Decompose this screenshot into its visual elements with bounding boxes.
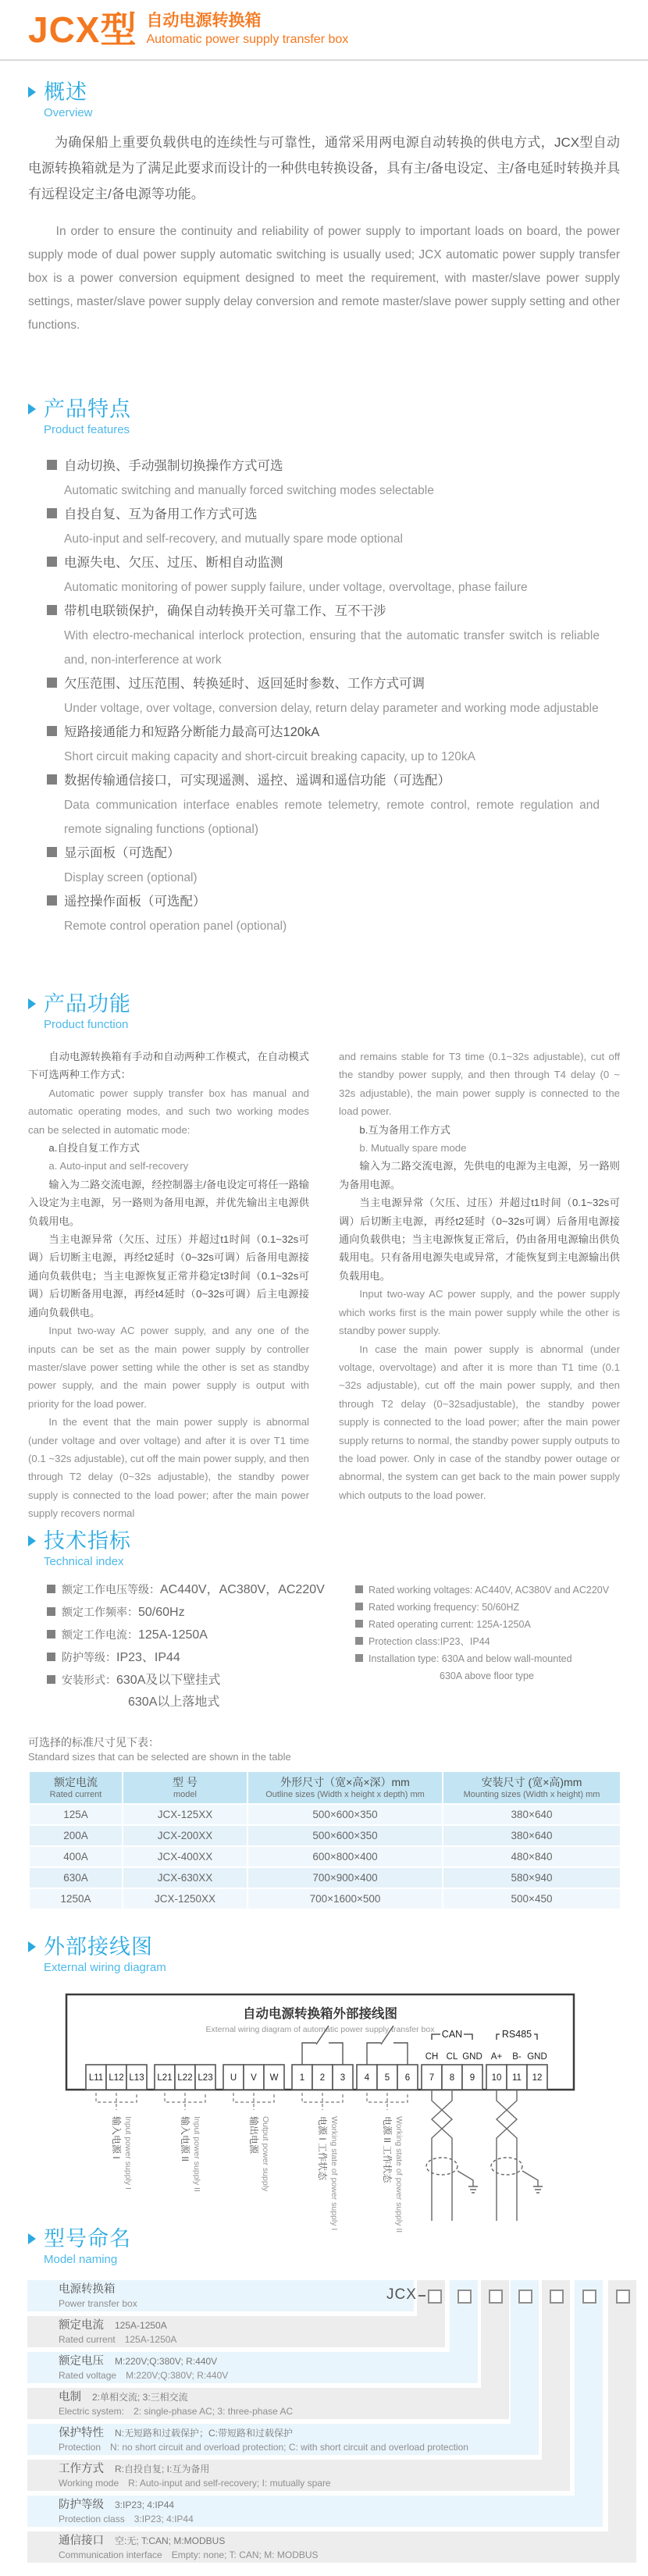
page-header <box>28 9 348 50</box>
feature-zh: 带机电联锁保护，确保自动转换开关可靠工作、互不干涉 <box>64 604 386 618</box>
pin-labels <box>425 2052 547 2062</box>
group-labels <box>111 2116 404 2233</box>
function-paragraph: a.自投自复工作方式 <box>48 1142 140 1155</box>
function-left-column <box>28 1048 309 1523</box>
feature-item <box>47 841 600 890</box>
ladder-en: Rated voltage <box>59 2370 117 2381</box>
technical-item <box>355 1599 621 1616</box>
feature-en: Under voltage, over voltage, conversion delay, return delay parameter and working mode adjustable <box>64 702 599 715</box>
bullet-square-icon <box>47 460 57 470</box>
table-row <box>29 1825 621 1846</box>
bullet-square-icon <box>47 774 57 785</box>
feature-zh: 自投自复、互为备用工作方式可选 <box>64 507 258 521</box>
bullet-square-icon <box>47 847 57 857</box>
function-paragraph: 自动电源转换箱有手动和自动两种工作模式，在自动模式下可选两种工作方式： <box>28 1051 309 1081</box>
code-box-5 <box>550 2290 564 2304</box>
product-title-block <box>146 11 348 50</box>
bullet-square-icon <box>47 508 57 518</box>
group-label-en: Working state of power supply II <box>394 2116 404 2233</box>
cell: JCX-630XX <box>123 1867 247 1888</box>
ladder-zh-desc: M:220V;Q:380V; R:440V <box>115 2356 218 2367</box>
ladder-en-desc: 2: single-phase AC; 3: three-phase AC <box>134 2406 294 2417</box>
cell: JCX-400XX <box>123 1846 247 1867</box>
overview-paragraph-zh: 为确保船上重要负载供电的连续性与可靠性，通常采用两电源自动转换的供电方式，JCX型自动电源转换箱就是为了满足此要求而设计的一种供电转换设备，具有主/备电设定、主/备电延时转换并具有远程设定主/备电源等功能。 <box>28 135 620 201</box>
model-dash <box>418 2295 425 2297</box>
ladder-en: Working mode <box>59 2478 119 2489</box>
terminal-label: 2 <box>319 2073 326 2083</box>
section-title-zh: 产品特点 <box>44 397 131 421</box>
ladder-zh: 通信接口 <box>59 2535 104 2547</box>
ladder-zh: 额定电流 <box>59 2319 104 2332</box>
technical-item <box>47 1578 351 1601</box>
bullet-square-icon <box>355 1603 363 1610</box>
ladder-en: Power transfer box <box>59 2298 137 2309</box>
feature-en: Data communication interface enables remote telemetry, remote control, remote regulation and remote signaling functions (optional) <box>64 799 600 836</box>
pin-label: CH <box>425 2052 439 2062</box>
feature-item <box>47 890 600 938</box>
pin-label: A+ <box>490 2052 503 2062</box>
code-box-2 <box>458 2290 472 2304</box>
ladder-row-protection <box>27 2424 539 2455</box>
section-title-en: Overview <box>44 106 93 119</box>
cell: 1250A <box>29 1888 123 1909</box>
bullet-square-icon <box>47 557 57 567</box>
feature-en: Auto-input and self-recovery, and mutually spare mode optional <box>64 532 403 546</box>
technical-value: 630A以上落地式 <box>128 1695 220 1709</box>
code-column-7 <box>608 2280 636 2563</box>
wiring-diagram <box>39 1987 586 2256</box>
feature-zh: 显示面板（可选配） <box>64 846 180 860</box>
terminal-label: L22 <box>177 2073 193 2083</box>
technical-item <box>47 1669 351 1692</box>
table-row <box>29 1804 621 1825</box>
ladder-zh-desc: 125A-1250A <box>115 2320 167 2331</box>
feature-item <box>47 503 600 551</box>
product-model-title: JCX型 <box>28 9 137 50</box>
table-row <box>29 1888 621 1909</box>
section-marker-icon <box>28 998 36 1009</box>
feature-en: Display screen (optional) <box>64 871 198 884</box>
terminal-label: L11 <box>88 2073 104 2083</box>
table-note-zh: 可选择的标准尺寸见下表： <box>28 1736 159 1749</box>
section-overview-header <box>28 80 93 121</box>
function-paragraph: 输入为二路交流电源，经控制器主/备电设定可将任一路输入设定为主电源，另一路则为备用电源，并优先输出主电源供负载用电。 <box>28 1178 309 1227</box>
cell: 500×450 <box>443 1888 621 1909</box>
group-label-en: Working state of power supply I <box>329 2116 339 2231</box>
terminal-label: U <box>230 2073 237 2083</box>
technical-list-zh <box>47 1578 351 1713</box>
technical-label: 防护等级： <box>62 1651 116 1663</box>
section-title-en: Product function <box>44 1018 129 1031</box>
function-paragraph: 当主电源异常（欠压、过压）并超过t1时间（0.1~32s可调）后切断主电源，再经t2延时（0~32s可调）后备用电源接通向负载供电；当主电源恢复正常并稳定t3时间（0.1~32s可调）后切断备用电源，再经t4延时（0~32s可调）后主电源接通向负载供电。 <box>28 1233 309 1318</box>
terminal-label: 6 <box>404 2073 411 2083</box>
technical-item <box>355 1633 621 1650</box>
section-marker-icon <box>28 87 36 98</box>
ladder-zh-desc: 3:IP23; 4:IP44 <box>115 2500 175 2510</box>
twisted-pair-rs485-icon <box>491 2090 543 2221</box>
bullet-square-icon <box>47 1607 55 1616</box>
technical-list-en <box>355 1582 621 1685</box>
technical-label: 额定工作频率： <box>62 1606 138 1618</box>
section-wiring-header <box>28 1934 166 1976</box>
standard-sizes-table <box>28 1770 621 1910</box>
ladder-en-desc: 3:IP23; 4:IP44 <box>134 2514 194 2524</box>
ladder-row-rated-current <box>27 2316 445 2347</box>
code-box-6 <box>582 2290 596 2304</box>
technical-label: 安装形式： <box>62 1674 116 1686</box>
technical-item <box>47 1646 351 1669</box>
bullet-square-icon <box>47 1653 55 1661</box>
terminal-label: V <box>251 2073 257 2083</box>
col-header-mounting-sizes: 安装尺寸 (宽×高)mm Mounting sizes (Width x height) mm <box>443 1771 621 1804</box>
group-label-en: Input power supply I <box>123 2116 133 2190</box>
section-title-zh: 型号命名 <box>44 2227 131 2250</box>
model-naming-ladder <box>27 2280 636 2563</box>
cell: 125A <box>29 1804 123 1825</box>
terminal-block <box>86 2065 547 2090</box>
technical-value: 630A及以下壁挂式 <box>116 1674 221 1687</box>
section-marker-icon <box>28 2233 36 2244</box>
group-label-zh: 输入电源 I <box>111 2116 122 2159</box>
overview-paragraph-en: In order to ensure the continuity and reliability of power supply to important loads on board, the power supply mode of dual power supply automatic switching is usually used; JCX automatic power supply transfer box is a power conversion equipment designed to meet the requirement, with master/slave power supply settings, master/slave power supply delay conversion and remote master/slave power supply setting and other functions. <box>28 225 620 332</box>
terminal-label: 12 <box>532 2073 543 2083</box>
feature-list <box>47 454 600 938</box>
bullet-square-icon <box>47 1675 55 1684</box>
ladder-zh: 电源转换箱 <box>59 2283 116 2296</box>
cell: 380×640 <box>443 1804 621 1825</box>
pin-label: CL <box>446 2052 458 2062</box>
bullet-square-icon <box>355 1637 363 1645</box>
terminal-label: L13 <box>129 2073 144 2083</box>
pin-label: GND <box>527 2052 547 2062</box>
terminal-label: W <box>269 2073 279 2083</box>
cell: 580×940 <box>443 1867 621 1888</box>
ladder-row-working-mode <box>27 2460 570 2491</box>
technical-label: 额定工作电压等级： <box>62 1583 160 1596</box>
section-title-en: Model naming <box>44 2253 118 2266</box>
diagram-title-zh: 自动电源转换箱外部接线图 <box>243 2007 397 2021</box>
function-paragraph: 当主电源异常（欠压、过压）并超过t1时间（0.1~32s可调）后切断主电源，再经t2延时（0~32s可调）后备用电源接通向负载供电；当主电源恢复正常后，仍由备用电源输出供负载用电。只有备用电源失电或异常，才能恢复到主电源输出供负载用电。 <box>339 1197 620 1282</box>
terminal-label: 8 <box>449 2073 455 2083</box>
bullet-square-icon <box>47 1630 55 1638</box>
table-note-en: Standard sizes that can be selected are shown in the table <box>28 1751 291 1763</box>
ladder-en: Rated current <box>59 2334 116 2345</box>
pin-label: B- <box>512 2052 522 2062</box>
feature-zh: 短路接通能力和短路分断能力最高可达120kA <box>64 725 320 739</box>
ladder-en: Protection <box>59 2442 101 2453</box>
section-title-en: Product features <box>44 423 130 436</box>
function-paragraph: In case the main power supply is abnormal (under voltage, overvoltage) and after it is more than T1 time (0.1 ~32s adjustable), cut off the main power supply, and then through T2 delay (0~32sadjustable), the standby power supply is connected to the load power; after the main power supply returns to normal, the standby power supply outputs to the load power. Only in case of the standby power outage or abnormal, the system can get back to the main power supply which outputs to the load power. <box>339 1343 620 1501</box>
cell: JCX-125XX <box>123 1804 247 1825</box>
ladder-en: Protection class <box>59 2514 125 2524</box>
ladder-en: Communication interface <box>59 2549 162 2560</box>
section-technical-header <box>28 1528 131 1570</box>
feature-en: With electro-mechanical interlock protection, ensuring that the automatic transfer switch is reliable and, non-interference at work <box>64 629 600 667</box>
section-title-zh: 外部接线图 <box>44 1935 153 1959</box>
cell: JCX-200XX <box>123 1825 247 1846</box>
pin-label: GND <box>462 2052 482 2062</box>
technical-item <box>47 1601 351 1624</box>
feature-zh: 自动切换、手动强制切换操作方式可选 <box>64 459 283 473</box>
code-box-4 <box>518 2290 532 2304</box>
bullet-square-icon <box>47 726 57 736</box>
section-title-zh: 产品功能 <box>44 992 131 1016</box>
technical-value: AC440V，AC380V，AC220V <box>160 1583 325 1596</box>
ladder-zh: 额定电压 <box>59 2355 104 2368</box>
diagram-title-en: External wiring diagram of automatic power supply transfer box <box>205 2025 435 2034</box>
ladder-en-desc: N: no short circuit and overload protection; C: with short circuit and overload protection <box>110 2442 468 2453</box>
group-label-zh: 输出电源 <box>248 2116 259 2154</box>
product-title-zh: 自动电源转换箱 <box>146 12 262 30</box>
cell: 400A <box>29 1846 123 1867</box>
code-box-3 <box>489 2290 503 2304</box>
terminal-label: 4 <box>364 2073 370 2083</box>
ladder-en-desc: 125A-1250A <box>124 2334 177 2345</box>
section-title-zh: 技术指标 <box>44 1529 131 1553</box>
ladder-row-product <box>27 2280 414 2311</box>
terminal-label: 5 <box>384 2073 390 2083</box>
ladder-zh: 防护等级 <box>59 2499 104 2511</box>
bullet-square-icon <box>47 678 57 688</box>
function-columns <box>28 1048 620 1523</box>
cell: 700×1600×500 <box>247 1888 443 1909</box>
function-paragraph: Input two-way AC power supply, and any one of the inputs can be set as the main power supply by controller master/slave power setting while the other is set as standby power supply, and the main power supply is output with priority for the load power. <box>28 1325 309 1410</box>
table-header-row <box>29 1771 621 1804</box>
function-paragraph: Input two-way AC power supply, and the power supply which works first is the main power supply while the other is standby power supply. <box>339 1288 620 1337</box>
bullet-square-icon <box>47 605 57 615</box>
feature-item <box>47 720 600 769</box>
ladder-zh: 保护特性 <box>59 2427 104 2439</box>
bullet-square-icon <box>355 1620 363 1628</box>
feature-en: Automatic switching and manually forced switching modes selectable <box>64 484 434 497</box>
code-column-6 <box>575 2280 603 2527</box>
twisted-pair-can-icon <box>426 2090 478 2221</box>
section-title-en: Technical index <box>44 1555 124 1568</box>
terminal-label: L21 <box>157 2073 173 2083</box>
feature-zh: 电源失电、欠压、过压、断相自动监测 <box>64 556 283 570</box>
feature-item <box>47 454 600 503</box>
technical-value: IP23、IP44 <box>116 1651 180 1664</box>
technical-item <box>355 1582 621 1599</box>
ladder-zh: 工作方式 <box>59 2463 104 2475</box>
feature-item <box>47 600 600 672</box>
table-row <box>29 1846 621 1867</box>
function-paragraph: b. Mutually spare mode <box>359 1142 467 1155</box>
terminal-label: 9 <box>469 2073 475 2083</box>
group-label-zh: 输入电源 II <box>180 2116 190 2162</box>
ladder-zh-desc: 2:单相交流; 3:三相交流 <box>92 2392 188 2403</box>
section-model-naming-header <box>28 2226 131 2268</box>
function-paragraph: a. Auto-input and self-recovery <box>48 1160 189 1172</box>
model-prefix: JCX <box>386 2286 417 2303</box>
col-header-outline-sizes: 外形尺寸（宽×高×深）mm Outline sizes (Width x height x depth) mm <box>247 1771 443 1804</box>
ladder-zh-desc: R:自投自复; I:互为备用 <box>115 2464 210 2475</box>
cell: JCX-1250XX <box>123 1888 247 1909</box>
bullet-square-icon <box>47 1585 55 1593</box>
technical-text: Protection class:IP23、IP44 <box>369 1636 490 1647</box>
rs485-bus-label: RS485 <box>501 2029 532 2040</box>
cell: 630A <box>29 1867 123 1888</box>
function-paragraph: and remains stable for T3 time (0.1~32s adjustable), cut off the standby power supply, and then through T4 delay (0 ~ 32s adjustable), the main power supply is connected to the load power. <box>339 1051 620 1118</box>
cell: 700×900×400 <box>247 1867 443 1888</box>
ladder-en: Electric system: <box>59 2406 125 2417</box>
section-features-header <box>28 397 131 438</box>
ladder-zh-desc: N:无短路和过载保护；C:带短路和过载保护 <box>115 2428 294 2439</box>
technical-item <box>355 1650 621 1667</box>
technical-text: Installation type: 630A and below wall-mounted <box>369 1653 572 1664</box>
ladder-zh-desc: 空:无; T:CAN; M:MODBUS <box>115 2535 226 2546</box>
function-paragraph: b.互为备用工作方式 <box>359 1123 450 1136</box>
terminal-label: L23 <box>198 2073 213 2083</box>
feature-en: Short circuit making capacity and short-circuit breaking capacity, up to 120kA <box>64 750 475 763</box>
feature-zh: 数据传输通信接口，可实现遥测、遥控、遥调和遥信功能（可选配） <box>64 774 450 788</box>
cell: 500×600×350 <box>247 1825 443 1846</box>
bullet-square-icon <box>355 1654 363 1662</box>
bullet-square-icon <box>355 1585 363 1593</box>
function-right-column <box>339 1048 620 1523</box>
technical-item <box>47 1624 351 1646</box>
ladder-en-desc: R: Auto-input and self-recovery; I: mutually spare <box>128 2478 331 2489</box>
terminal-label: 10 <box>491 2073 502 2083</box>
col-header-rated-current: 额定电流 Rated current <box>29 1771 123 1804</box>
cable-bracket-icons <box>96 2093 408 2110</box>
terminal-label: L12 <box>109 2073 124 2083</box>
product-title-en: Automatic power supply transfer box <box>146 33 349 46</box>
ladder-zh: 电制 <box>59 2391 81 2403</box>
group-label-zh: 电源 II 工作状态 <box>382 2116 393 2183</box>
function-paragraph: Automatic power supply transfer box has manual and automatic operating modes, and such two working modes can be selected in automatic mode: <box>28 1087 309 1136</box>
feature-zh: 遥控操作面板（可选配） <box>64 895 206 909</box>
group-label-en: Input power supply II <box>192 2116 201 2192</box>
function-paragraph: In the event that the main power supply is abnormal (under voltage and over voltage) and after it is over T1 time (0.1 ~32s adjustable), cut off the main power supply, and then through T2 delay (0~32s adjustable), the standby power supply is connected to the load power; after the main power supply recovers normal <box>28 1416 309 1520</box>
code-box-7 <box>616 2290 630 2304</box>
section-marker-icon <box>28 1941 36 1952</box>
terminal-label: 3 <box>340 2073 346 2083</box>
col-header-model: 型 号 model <box>123 1771 247 1804</box>
technical-item <box>355 1616 621 1633</box>
terminal-label: 1 <box>299 2073 305 2083</box>
function-paragraph: 输入为二路交流电源，先供电的电源为主电源，另一路则为备用电源。 <box>339 1160 620 1190</box>
terminal-label: 11 <box>512 2073 522 2083</box>
table-row <box>29 1867 621 1888</box>
technical-label: 额定工作电流： <box>62 1628 138 1641</box>
feature-en: Remote control operation panel (optional) <box>64 920 287 933</box>
can-bus-label: CAN <box>441 2029 463 2040</box>
section-function-header <box>28 991 131 1033</box>
ladder-row-electric-system <box>27 2388 509 2419</box>
terminal-label: 7 <box>429 2073 435 2083</box>
header-divider <box>0 59 648 61</box>
cell: 480×840 <box>443 1846 621 1867</box>
technical-text: Rated working frequency: 50/60HZ <box>369 1602 520 1613</box>
section-marker-icon <box>28 404 36 415</box>
group-label-en: Output power supply <box>261 2116 270 2192</box>
ladder-row-protection-class <box>27 2496 603 2527</box>
section-title-en: External wiring diagram <box>44 1961 166 1974</box>
code-box-1 <box>428 2290 442 2304</box>
technical-item-continuation <box>355 1667 621 1685</box>
feature-item <box>47 769 600 841</box>
section-title-zh: 概述 <box>44 80 87 104</box>
group-label-zh: 电源 I 工作状态 <box>317 2116 328 2181</box>
ladder-en-desc: M:220V;Q:380V; R:440V <box>126 2370 229 2381</box>
ladder-row-communication <box>27 2532 636 2563</box>
feature-item <box>47 551 600 600</box>
cell: 500×600×350 <box>247 1804 443 1825</box>
ladder-row-rated-voltage <box>27 2352 478 2383</box>
technical-item-continuation <box>47 1692 351 1713</box>
bullet-square-icon <box>47 895 57 906</box>
cell: 200A <box>29 1825 123 1846</box>
technical-value: 125A-1250A <box>138 1628 208 1642</box>
technical-text: Rated operating current: 125A-1250A <box>369 1619 531 1630</box>
feature-zh: 欠压范围、过压范围、转换延时、返回延时参数、工作方式可调 <box>64 677 425 691</box>
cell: 600×800×400 <box>247 1846 443 1867</box>
ladder-en-desc: Empty: none; T: CAN; M: MODBUS <box>171 2549 319 2560</box>
section-marker-icon <box>28 1535 36 1546</box>
feature-item <box>47 672 600 720</box>
technical-value: 50/60Hz <box>138 1606 185 1619</box>
technical-text: Rated working voltages: AC440V, AC380V and AC220V <box>369 1585 610 1596</box>
technical-text: 630A above floor type <box>440 1670 534 1681</box>
feature-en: Automatic monitoring of power supply failure, under voltage, overvoltage, phase failure <box>64 581 528 594</box>
cell: 380×640 <box>443 1825 621 1846</box>
